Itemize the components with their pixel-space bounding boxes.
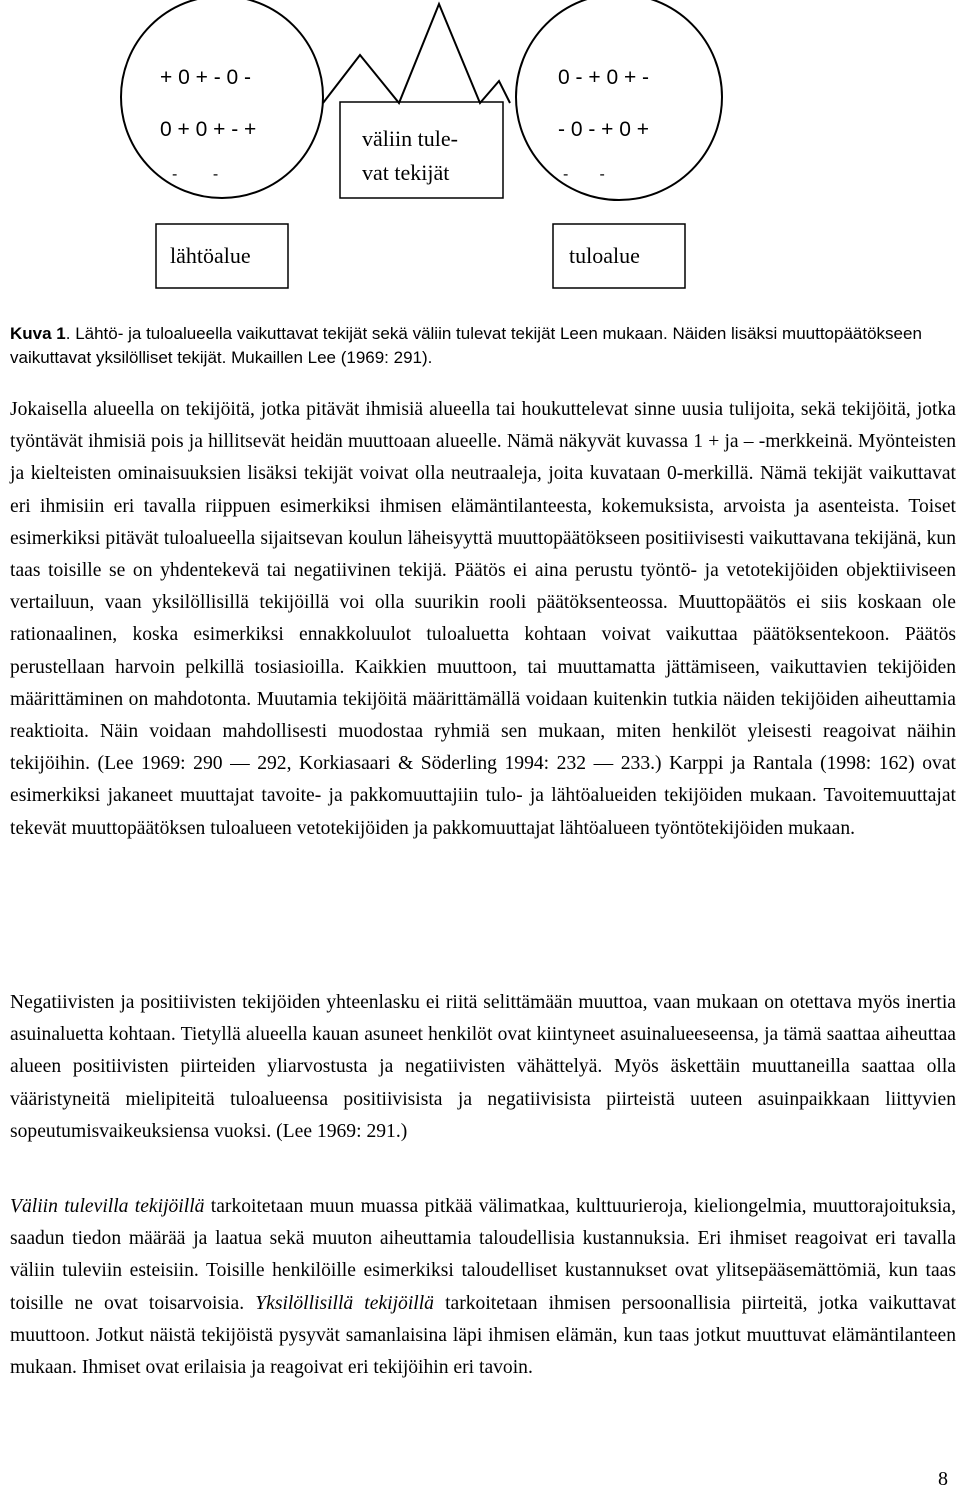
caption-label: Kuva 1 [10,324,66,343]
page-number: 8 [938,1468,948,1490]
term-intervening-factors: Väliin tulevilla tekijöillä [10,1196,205,1217]
origin-label: lähtöalue [170,243,251,268]
origin-row-2: 0 + 0 + - + [160,118,257,141]
caption-text: . Lähtö- ja tuloalueella vaikuttavat tekijät sekä väliin tulevat tekijät Leen mukaan. Näiden lisäksi muuttopäätökseen vaikuttavat yksilölliset tekijät. Mukaillen Lee (1969: 291). [10,324,922,367]
intervening-label-line-1: väliin tule- [362,126,458,151]
destination-row-2: - 0 - + 0 + [558,118,650,141]
obstacle-mountains [323,4,510,103]
paragraph-3-text-1: tarkoitetaan muun muassa pitkää välimatkaa, kulttuurieroja, kieliongelmia, muuttorajoituksia, saadun tiedon määrää ja laatua sekä muuton aiheuttamia taloudellisia kustannuksia. Eri ihmiset reagoivat eri tavalla väliin tuleviin esteisiin. Toisille henkilöille esimerkiksi taloudelliset kustannukset ovat ylitsepääsemättömiä, kun taas toisille ne ovat toisarvoisia. [10,1196,956,1314]
origin-row-3: - - [172,166,219,183]
origin-row-1: + 0 + - 0 - [160,66,252,89]
paragraph-1: Jokaisella alueella on tekijöitä, jotka pitävät ihmisiä alueella tai houkuttelevat sinne uusia tulijoita, sekä tekijöitä, jotka työntävät ihmisiä pois ja hillitsevät heidän muuttoaan alueelle. Nämä näkyvät kuvassa 1 + ja – -merkkeinä. Myönteisten ja kielteisten ominaisuuksien lisäksi tekijät voivat olla neutraaleja, joita kuvataan 0-merkillä. Nämä tekijät vaikuttavat eri ihmisiin eri tavalla riippuen esimerkiksi ihmisen elämäntilanteesta, kokemuksista, arvoista ja asenteista. Toiset esimerkiksi pitävät tuloalueella sijaitsevan koulun läheisyyttä muuttopäätökseen positiivisesti vaikuttavana tekijänä, kun taas toisille se on yhdentekevä tai negatiivinen tekijä. Päätös ei aina perustu työntö- ja vetotekijöiden objektiiviseen vertailuun, vaan yksilöllisillä tekijöillä voi olla suurikin rooli päätöksenteossa. Muuttopäätös ei siis koskaan ole rationaalinen, koska esimerkiksi ennakkoluulot tuloaluetta kohtaan voivat vaikuttaa päätöksentekoon. Päätös perustellaan harvoin pelkillä tosiasioilla. Kaikkien muuttoon, tai muuttamatta jättämiseen, vaikuttavien tekijöiden määrittäminen on mahdotonta. Muutamia tekijöitä määrittämällä voidaan kuitenkin tutkia näiden tekijöiden aiheuttamia reaktioita. Näin voidaan mahdollisesti muodostaa ryhmiä sen mukaan, miten henkilöt yleisesti reagoivat näihin tekijöihin. (Lee 1969: 290 — 292, Korkiasaari & Söderling 1994: 232 — 233.) Karppi ja Rantala (1998: 162) ovat esimerkiksi jakaneet muuttajat tavoite- ja pakkomuuttajiin tulo- ja lähtöalueiden tekijöiden mukaan. Tavoitemuuttajat tekevät muuttopäätöksen tuloalueen vetotekijöiden ja pakkomuuttajat lähtöalueen työntötekijöiden mukaan. [10,399,956,839]
figure-caption [10,322,950,370]
term-individual-factors: Yksilöllisillä tekijöillä [255,1292,434,1314]
destination-label: tuloalue [569,243,640,268]
origin-area-circle [121,0,323,198]
paragraph-3-text-2: tarkoitetaan ihmisen persoonallisia piirteitä, jotka vaikuttavat muuttoon. Jotkut näistä tekijöistä pysyvät samanlaisina läpi ihmisen elämän, kun taas jotkut muuttuvat elämäntilanteen mukaan. Ihmiset ovat erilaisia ja reagoivat eri tekijöihin eri tavoin. [10,1292,956,1379]
paragraph-3 [10,1191,956,1384]
destination-row-3: - - [563,166,605,183]
figure-drawing [0,0,960,310]
destination-area-circle [516,0,722,200]
migration-factors-figure [0,0,960,310]
paragraph-2: Negatiivisten ja positiivisten tekijöiden yhteenlasku ei riitä selittämään muuttoa, vaan mukaan on otettava myös inertia asuinaluetta kohtaan. Tietyllä alueella kauan asuneet henkilöt ovat kiintyneet asuinalueeseensa, ja tämä saattaa aiheuttaa alueen positiivisten piirteiden yliarvostusta ja negatiivisten vähättelyä. Myös äskettäin muuttaneilla saattaa olla vääristyneitä mielipiteitä tuloalueensa positiivisista ja negatiivisista piirteistä uuteen asuinpaikkaan liittyvien sopeutumisvaikeuksiensa vuoksi. (Lee 1969: 291.) [10,992,956,1142]
intervening-obstacles-label [362,122,458,190]
destination-row-1: 0 - + 0 + - [558,66,650,89]
intervening-label-line-2: vat tekijät [362,160,450,185]
